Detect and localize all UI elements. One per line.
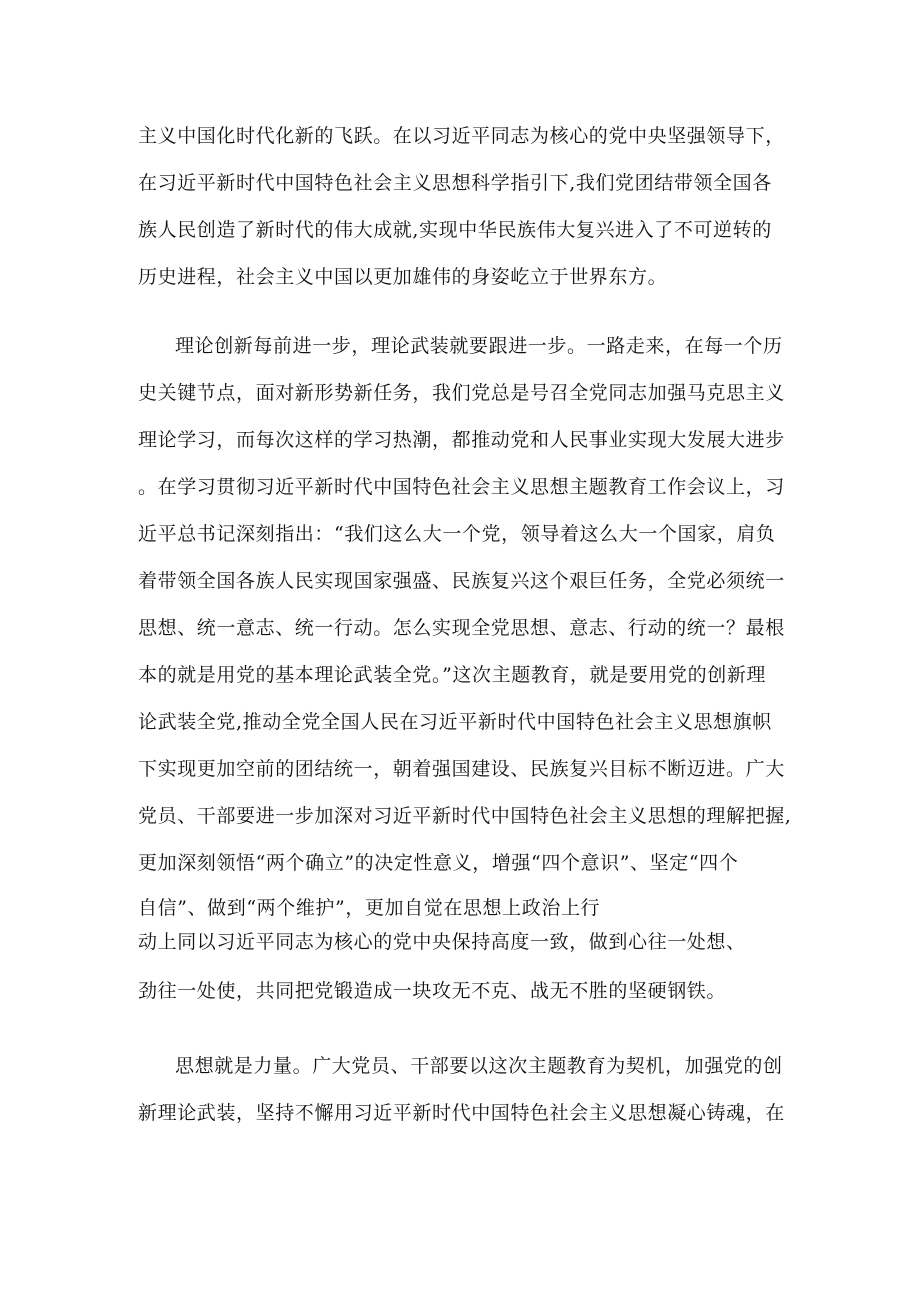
paragraph-2-line-6: 着带领全国各族人民实现国家强盛、民族复兴这个艰巨任务，全党必须统一 <box>138 570 785 592</box>
paragraph-2-line-13: 自信”、做到“两个维护”，更加自觉在思想上政治上行 <box>138 897 601 919</box>
paragraph-2-line-1: 理论创新每前进一步，理论武装就要跟进一步。一路走来，在每一个历 <box>175 335 783 357</box>
paragraph-2-line-10: 下实现更加空前的团结统一，朝着强国建设、民族复兴目标不断迈进。广大 <box>138 758 785 780</box>
paragraph-3-line-2: 新理论武装，坚持不懈用习近平新时代中国特色社会主义思想凝心铸魂，在 <box>138 1102 785 1124</box>
paragraph-2-line-7: 思想、统一意志、统一行动。怎么实现全党思想、意志、行动的统一？最根 <box>138 617 785 639</box>
paragraph-1-line-2: 在习近平新时代中国特色社会主义思想科学指引下,我们党团结带领全国各 <box>138 172 772 194</box>
paragraph-2-line-9: 论武装全党,推动全党全国人民在习近平新时代中国特色社会主义思想旗帜 <box>138 711 772 733</box>
paragraph-1-line-4: 历史进程，社会主义中国以更加雄伟的身姿屹立于世界东方。 <box>138 266 668 288</box>
paragraph-2-line-11: 党员、干部要进一步加深对习近平新时代中国特色社会主义思想的理解把握, <box>138 805 792 827</box>
paragraph-3-line-1: 思想就是力量。广大党员、干部要以这次主题教育为契机，加强党的创 <box>175 1055 783 1077</box>
paragraph-1-line-1: 主义中国化时代化新的飞跃。在以习近平同志为核心的党中央坚强领导下， <box>138 125 785 147</box>
paragraph-2-line-4: 。在学习贯彻习近平新时代中国特色社会主义思想主题教育工作会议上，习 <box>138 476 785 498</box>
paragraph-2-line-2: 史关键节点，面对新形势新任务，我们党总是号召全党同志加强马克思主义 <box>138 382 785 404</box>
paragraph-2-line-15: 劲往一处使，共同把党锻造成一块攻无不克、战无不胜的坚硬钢铁。 <box>138 980 727 1002</box>
paragraph-2-line-5: 近平总书记深刻指出：“我们这么大一个党，领导着这么大一个国家，肩负 <box>138 523 776 545</box>
paragraph-2-line-8: 本的就是用党的基本理论武装全党。”这次主题教育，就是要用党的创新理 <box>138 664 767 686</box>
paragraph-2-line-12: 更加深刻领悟“两个确立”的决定性意义，增强“四个意识”、坚定“四个 <box>138 852 739 874</box>
paragraph-1-line-3: 族人民创造了新时代的伟大成就,实现中华民族伟大复兴进入了不可逆转的 <box>138 219 772 241</box>
paragraph-2-line-14: 动上同以习近平同志为核心的党中央保持高度一致，做到心往一处想、 <box>138 931 746 953</box>
paragraph-2-line-3: 理论学习，而每次这样的学习热潮，都推动党和人民事业实现大发展大进步 <box>138 429 785 451</box>
